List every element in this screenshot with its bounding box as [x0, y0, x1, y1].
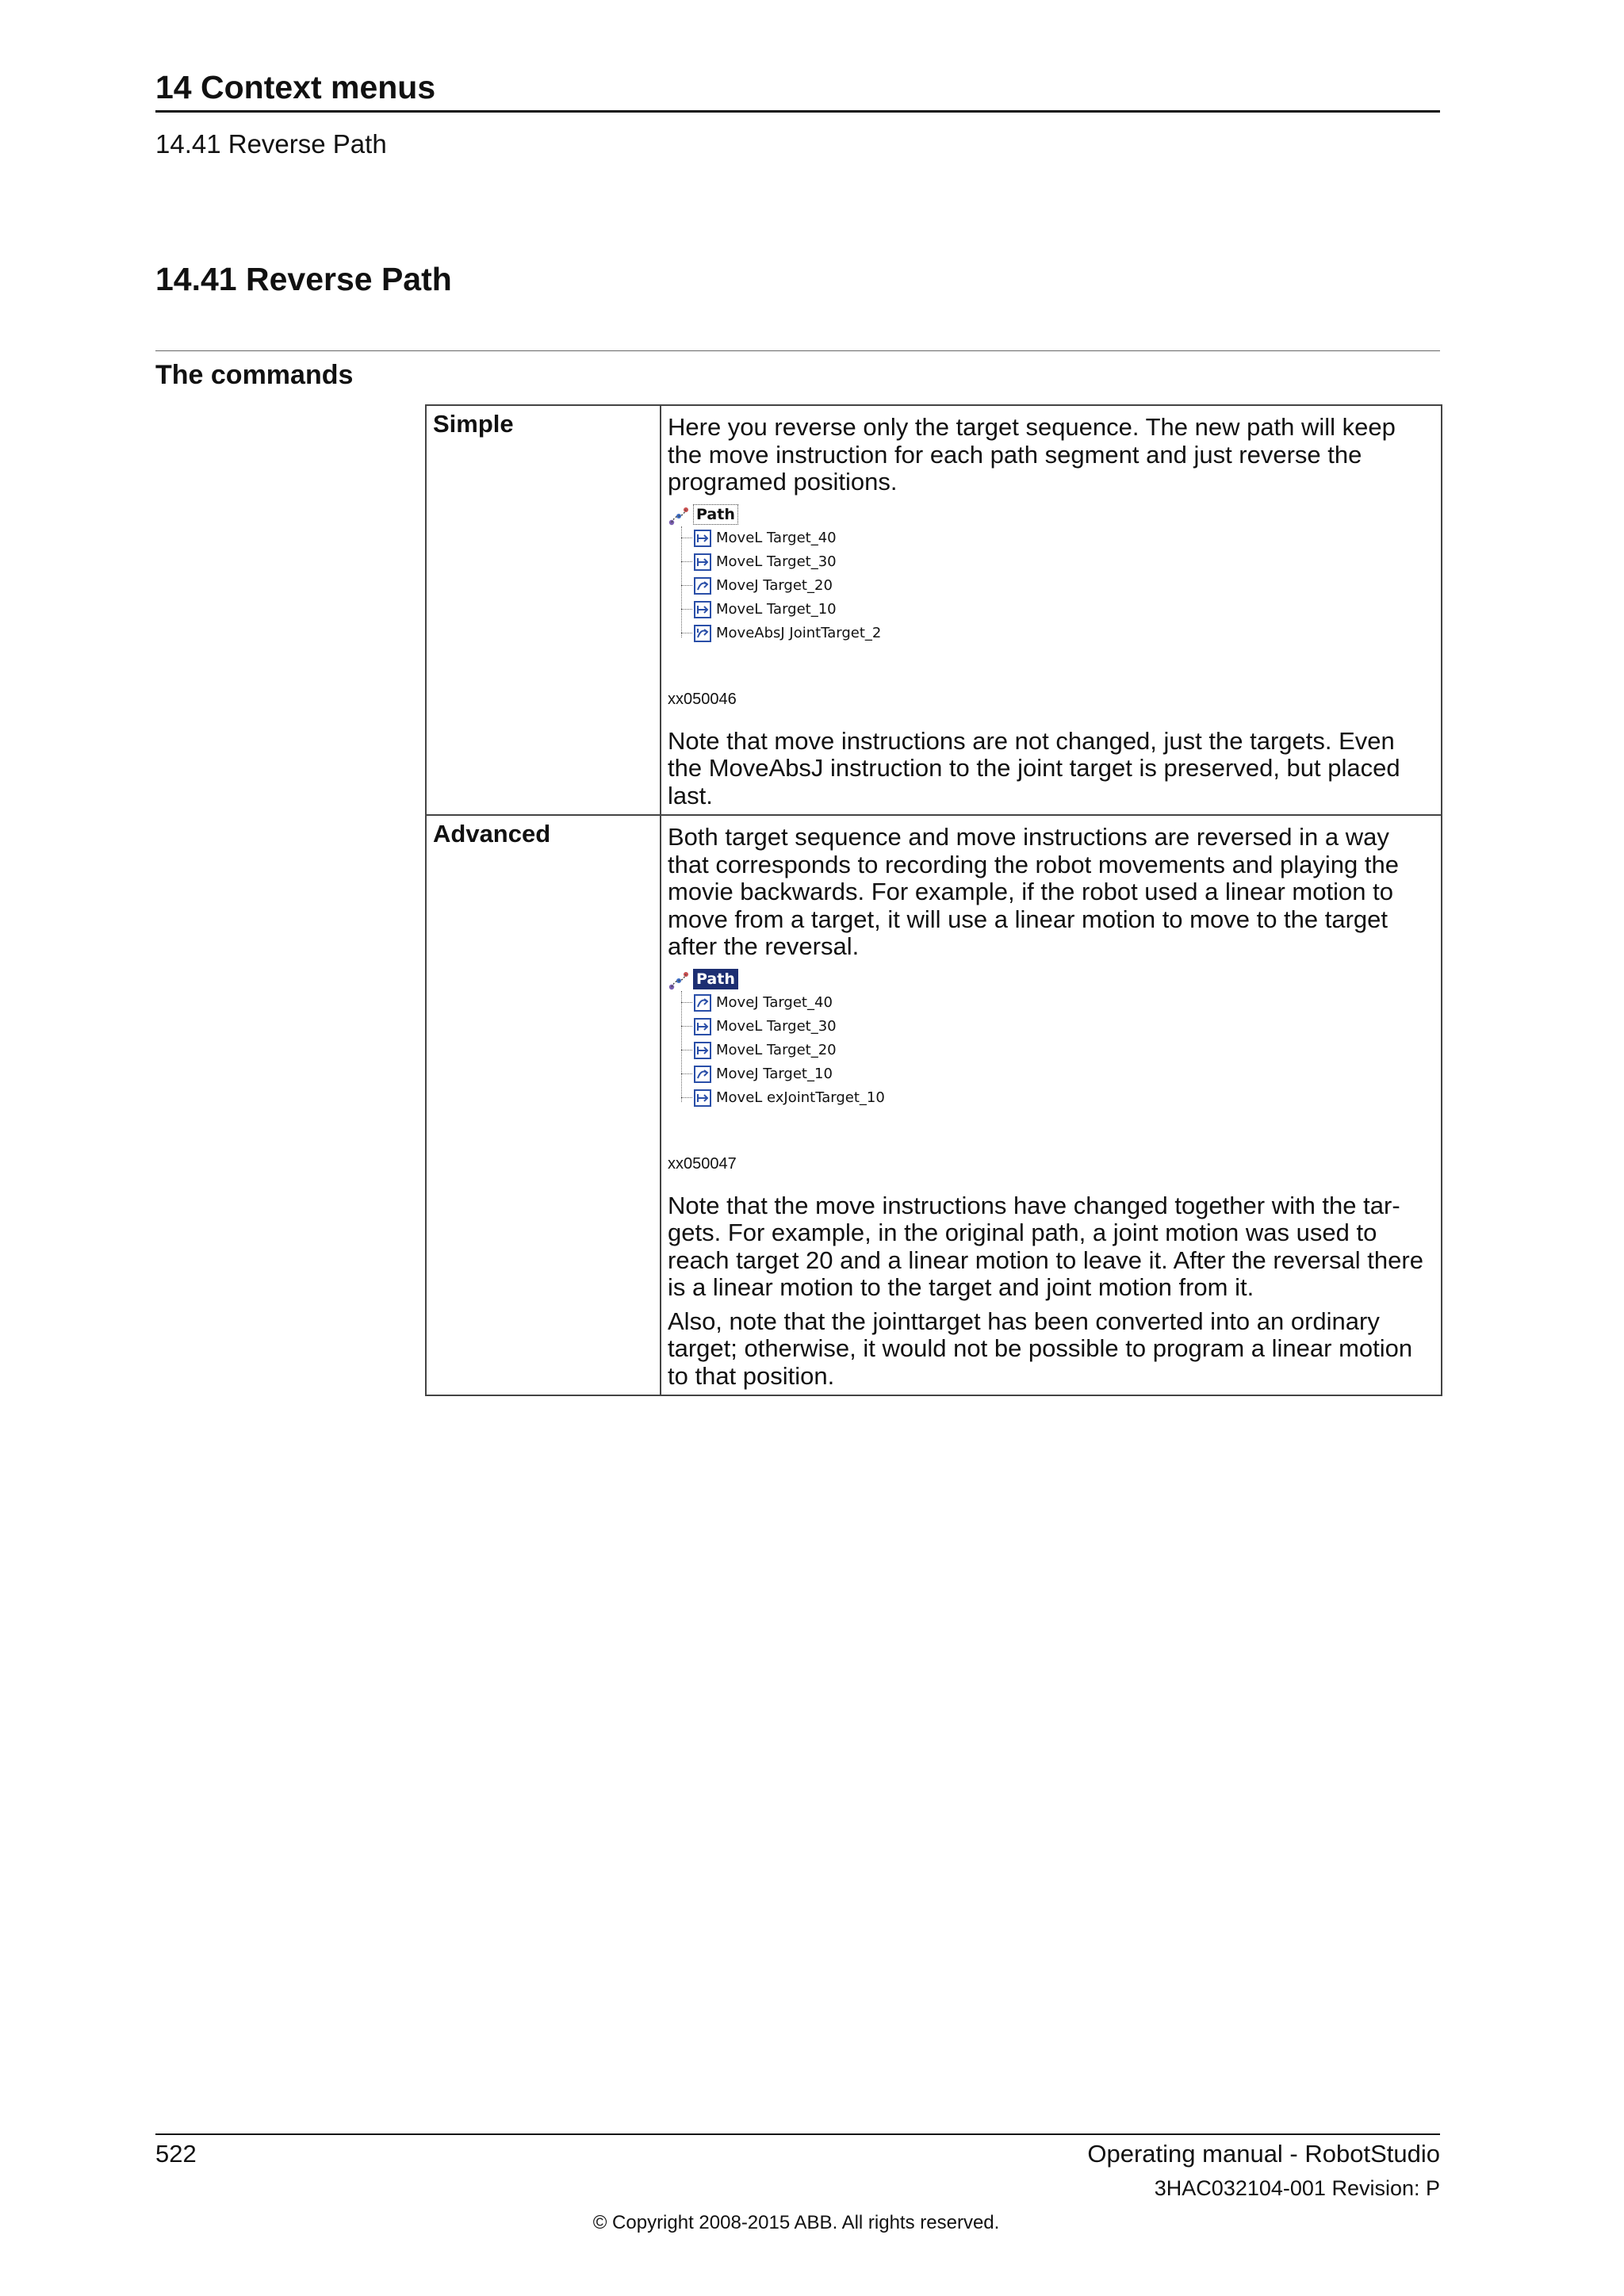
- tree-item-label: MoveJ Target_10: [716, 1065, 833, 1082]
- path-tree-figure: [668, 967, 1434, 1113]
- document-id: 3HAC032104-001 Revision: P: [1154, 2176, 1440, 2200]
- command-description-advanced: [661, 815, 1442, 1395]
- tree-item-label: MoveL Target_30: [716, 1017, 837, 1035]
- page-number: 522: [155, 2140, 197, 2168]
- tree-connector: [681, 526, 682, 637]
- description-text: Here you reverse only the target sequence. The new path will keep the move instruction for each path segment and just reverse the programed positions.: [668, 413, 1396, 496]
- note-text: Note that move instructions are not changed, just the targets. Even the MoveAbsJ instruction to the joint target is preserved, but placed last.: [668, 726, 1400, 809]
- movej-icon: [694, 577, 711, 595]
- tree-item-label: MoveAbsJ JointTarget_2: [716, 624, 882, 641]
- command-description-simple: [661, 405, 1442, 815]
- path-tree-figure: [668, 503, 1434, 649]
- tree-item-label: MoveL exJointTarget_10: [716, 1089, 885, 1106]
- chapter-heading: 14 Context menus: [155, 69, 436, 105]
- tree-item-label: MoveL Target_30: [716, 553, 837, 570]
- section-rule: [155, 350, 1440, 351]
- running-subsection: 14.41 Reverse Path: [155, 129, 387, 159]
- path-icon: [668, 970, 690, 991]
- movel-icon: [694, 1089, 711, 1107]
- movej-icon: [694, 1066, 711, 1083]
- moveabsj-icon: [694, 625, 711, 642]
- movel-icon: [694, 530, 711, 547]
- figure-id: xx050047: [668, 1154, 737, 1173]
- footer-rule: [155, 2133, 1440, 2135]
- command-name-simple: Simple: [426, 405, 661, 815]
- table-row: [426, 405, 1442, 815]
- movel-icon: [694, 1042, 711, 1059]
- tree-connector: [681, 991, 682, 1102]
- tree-root-label: Path: [693, 504, 738, 525]
- note-text: Also, note that the jointtarget has been converted into an ordinary target; otherwise, it would not be possible to program a linear motion to that position.: [668, 1307, 1413, 1390]
- description-text: Both target sequence and move instructions are reversed in a way that corresponds to recording the robot movements and playing the movie backwards. For example, if the robot used a linear motion to move from a target, it will use a linear motion to move to the target after the reversal.: [668, 823, 1399, 960]
- section-title: 14.41 Reverse Path: [155, 261, 452, 297]
- tree-root-label: Path: [693, 969, 738, 989]
- commands-table: [425, 404, 1442, 1396]
- tree-item-label: MoveJ Target_20: [716, 576, 833, 594]
- path-icon: [668, 506, 690, 526]
- tree-item-label: MoveL Target_10: [716, 600, 837, 618]
- figure-id: xx050046: [668, 690, 737, 708]
- table-row: [426, 815, 1442, 1395]
- header-rule: [155, 110, 1440, 113]
- commands-heading: The commands: [155, 360, 354, 390]
- movel-icon: [694, 601, 711, 618]
- note-text: Note that the move instructions have changed together with the tar-gets. For example, in the original path, a joint motion was used to reach target 20 and a linear motion to leave it. After the reversal there is a linear motion to the target and joint motion from it.: [668, 1191, 1423, 1301]
- tree-item-label: MoveJ Target_40: [716, 993, 833, 1011]
- tree-item-label: MoveL Target_40: [716, 529, 837, 546]
- manual-title: Operating manual - RobotStudio: [1087, 2140, 1440, 2168]
- tree-item-label: MoveL Target_20: [716, 1041, 837, 1058]
- movej-icon: [694, 994, 711, 1012]
- movel-icon: [694, 1018, 711, 1035]
- copyright-notice: © Copyright 2008-2015 ABB. All rights reserved.: [592, 2212, 1000, 2233]
- movel-icon: [694, 553, 711, 571]
- command-name-advanced: Advanced: [426, 815, 661, 1395]
